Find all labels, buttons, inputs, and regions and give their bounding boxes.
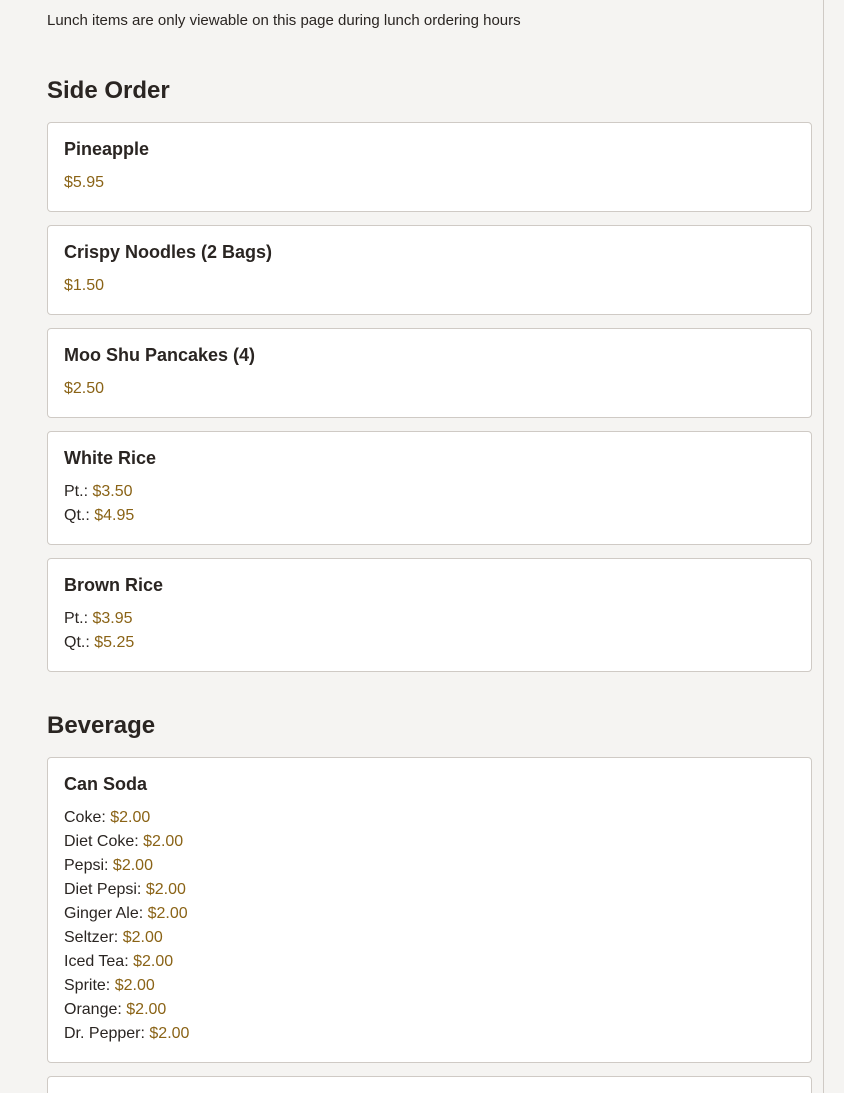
item-price: $2.00: [110, 809, 151, 826]
price-line: [64, 902, 795, 926]
item-price: $2.00: [114, 977, 155, 994]
item-price: $2.00: [126, 1001, 167, 1018]
beverage-list: [47, 757, 812, 1093]
price-line: [64, 480, 795, 504]
option-label: Sprite:: [64, 977, 111, 994]
item-price: $2.00: [145, 881, 186, 898]
item-price: $1.50: [64, 277, 105, 294]
price-line: [64, 274, 795, 298]
item-price: $5.95: [64, 174, 105, 191]
item-name: Pineapple: [64, 139, 150, 159]
item-price: $4.95: [94, 507, 135, 524]
price-line: [64, 854, 795, 878]
size-label: Qt.:: [64, 507, 90, 524]
menu-item-can-soda[interactable]: [47, 757, 812, 1063]
item-name: Brown Rice: [64, 575, 164, 595]
item-price: $5.25: [94, 634, 135, 651]
right-divider: [823, 0, 824, 1093]
item-price: $2.00: [122, 929, 163, 946]
price-line: [64, 806, 795, 830]
menu-item-pineapple[interactable]: [47, 122, 812, 212]
price-line: [64, 377, 795, 401]
option-label: Diet Coke:: [64, 833, 139, 850]
size-label: Qt.:: [64, 634, 90, 651]
item-name: Moo Shu Pancakes (4): [64, 345, 256, 365]
option-label: Dr. Pepper:: [64, 1025, 145, 1042]
item-price: $2.00: [133, 953, 174, 970]
side-order-list: [47, 122, 812, 672]
item-price: $2.00: [147, 905, 188, 922]
price-line: [64, 171, 795, 195]
item-price: $2.00: [149, 1025, 190, 1042]
option-label: Iced Tea:: [64, 953, 129, 970]
item-name: Crispy Noodles (2 Bags): [64, 242, 273, 262]
section-title-beverage: Beverage: [47, 712, 156, 739]
price-line: [64, 830, 795, 854]
option-label: Orange:: [64, 1001, 122, 1018]
option-label: Pepsi:: [64, 857, 109, 874]
menu-item-brown-rice[interactable]: [47, 558, 812, 672]
option-label: Seltzer:: [64, 929, 119, 946]
price-line: [64, 926, 795, 950]
item-price: $3.50: [92, 483, 133, 500]
section-title-side-order: Side Order: [47, 77, 170, 104]
price-line: [64, 998, 795, 1022]
price-line: [64, 950, 795, 974]
menu-item-next-partial[interactable]: [47, 1076, 812, 1093]
price-line: [64, 504, 795, 528]
option-label: Ginger Ale:: [64, 905, 144, 922]
price-line: [64, 878, 795, 902]
price-line: [64, 631, 795, 655]
price-line: [64, 974, 795, 998]
option-label: Coke:: [64, 809, 106, 826]
lunch-hours-notice: Lunch items are only viewable on this page during lunch ordering hours: [47, 12, 521, 29]
item-name: White Rice: [64, 448, 157, 468]
option-label: Diet Pepsi:: [64, 881, 142, 898]
item-name: Can Soda: [64, 774, 148, 794]
price-line: [64, 607, 795, 631]
price-line: [64, 1022, 795, 1046]
menu-content: [47, 0, 812, 1093]
item-price: $3.95: [92, 610, 133, 627]
item-price: $2.00: [143, 833, 184, 850]
menu-item-crispy-noodles[interactable]: [47, 225, 812, 315]
menu-item-white-rice[interactable]: [47, 431, 812, 545]
size-label: Pt.:: [64, 610, 89, 627]
size-label: Pt.:: [64, 483, 89, 500]
item-price: $2.00: [112, 857, 153, 874]
menu-item-moo-shu-pancakes[interactable]: [47, 328, 812, 418]
item-price: $2.50: [64, 380, 105, 397]
